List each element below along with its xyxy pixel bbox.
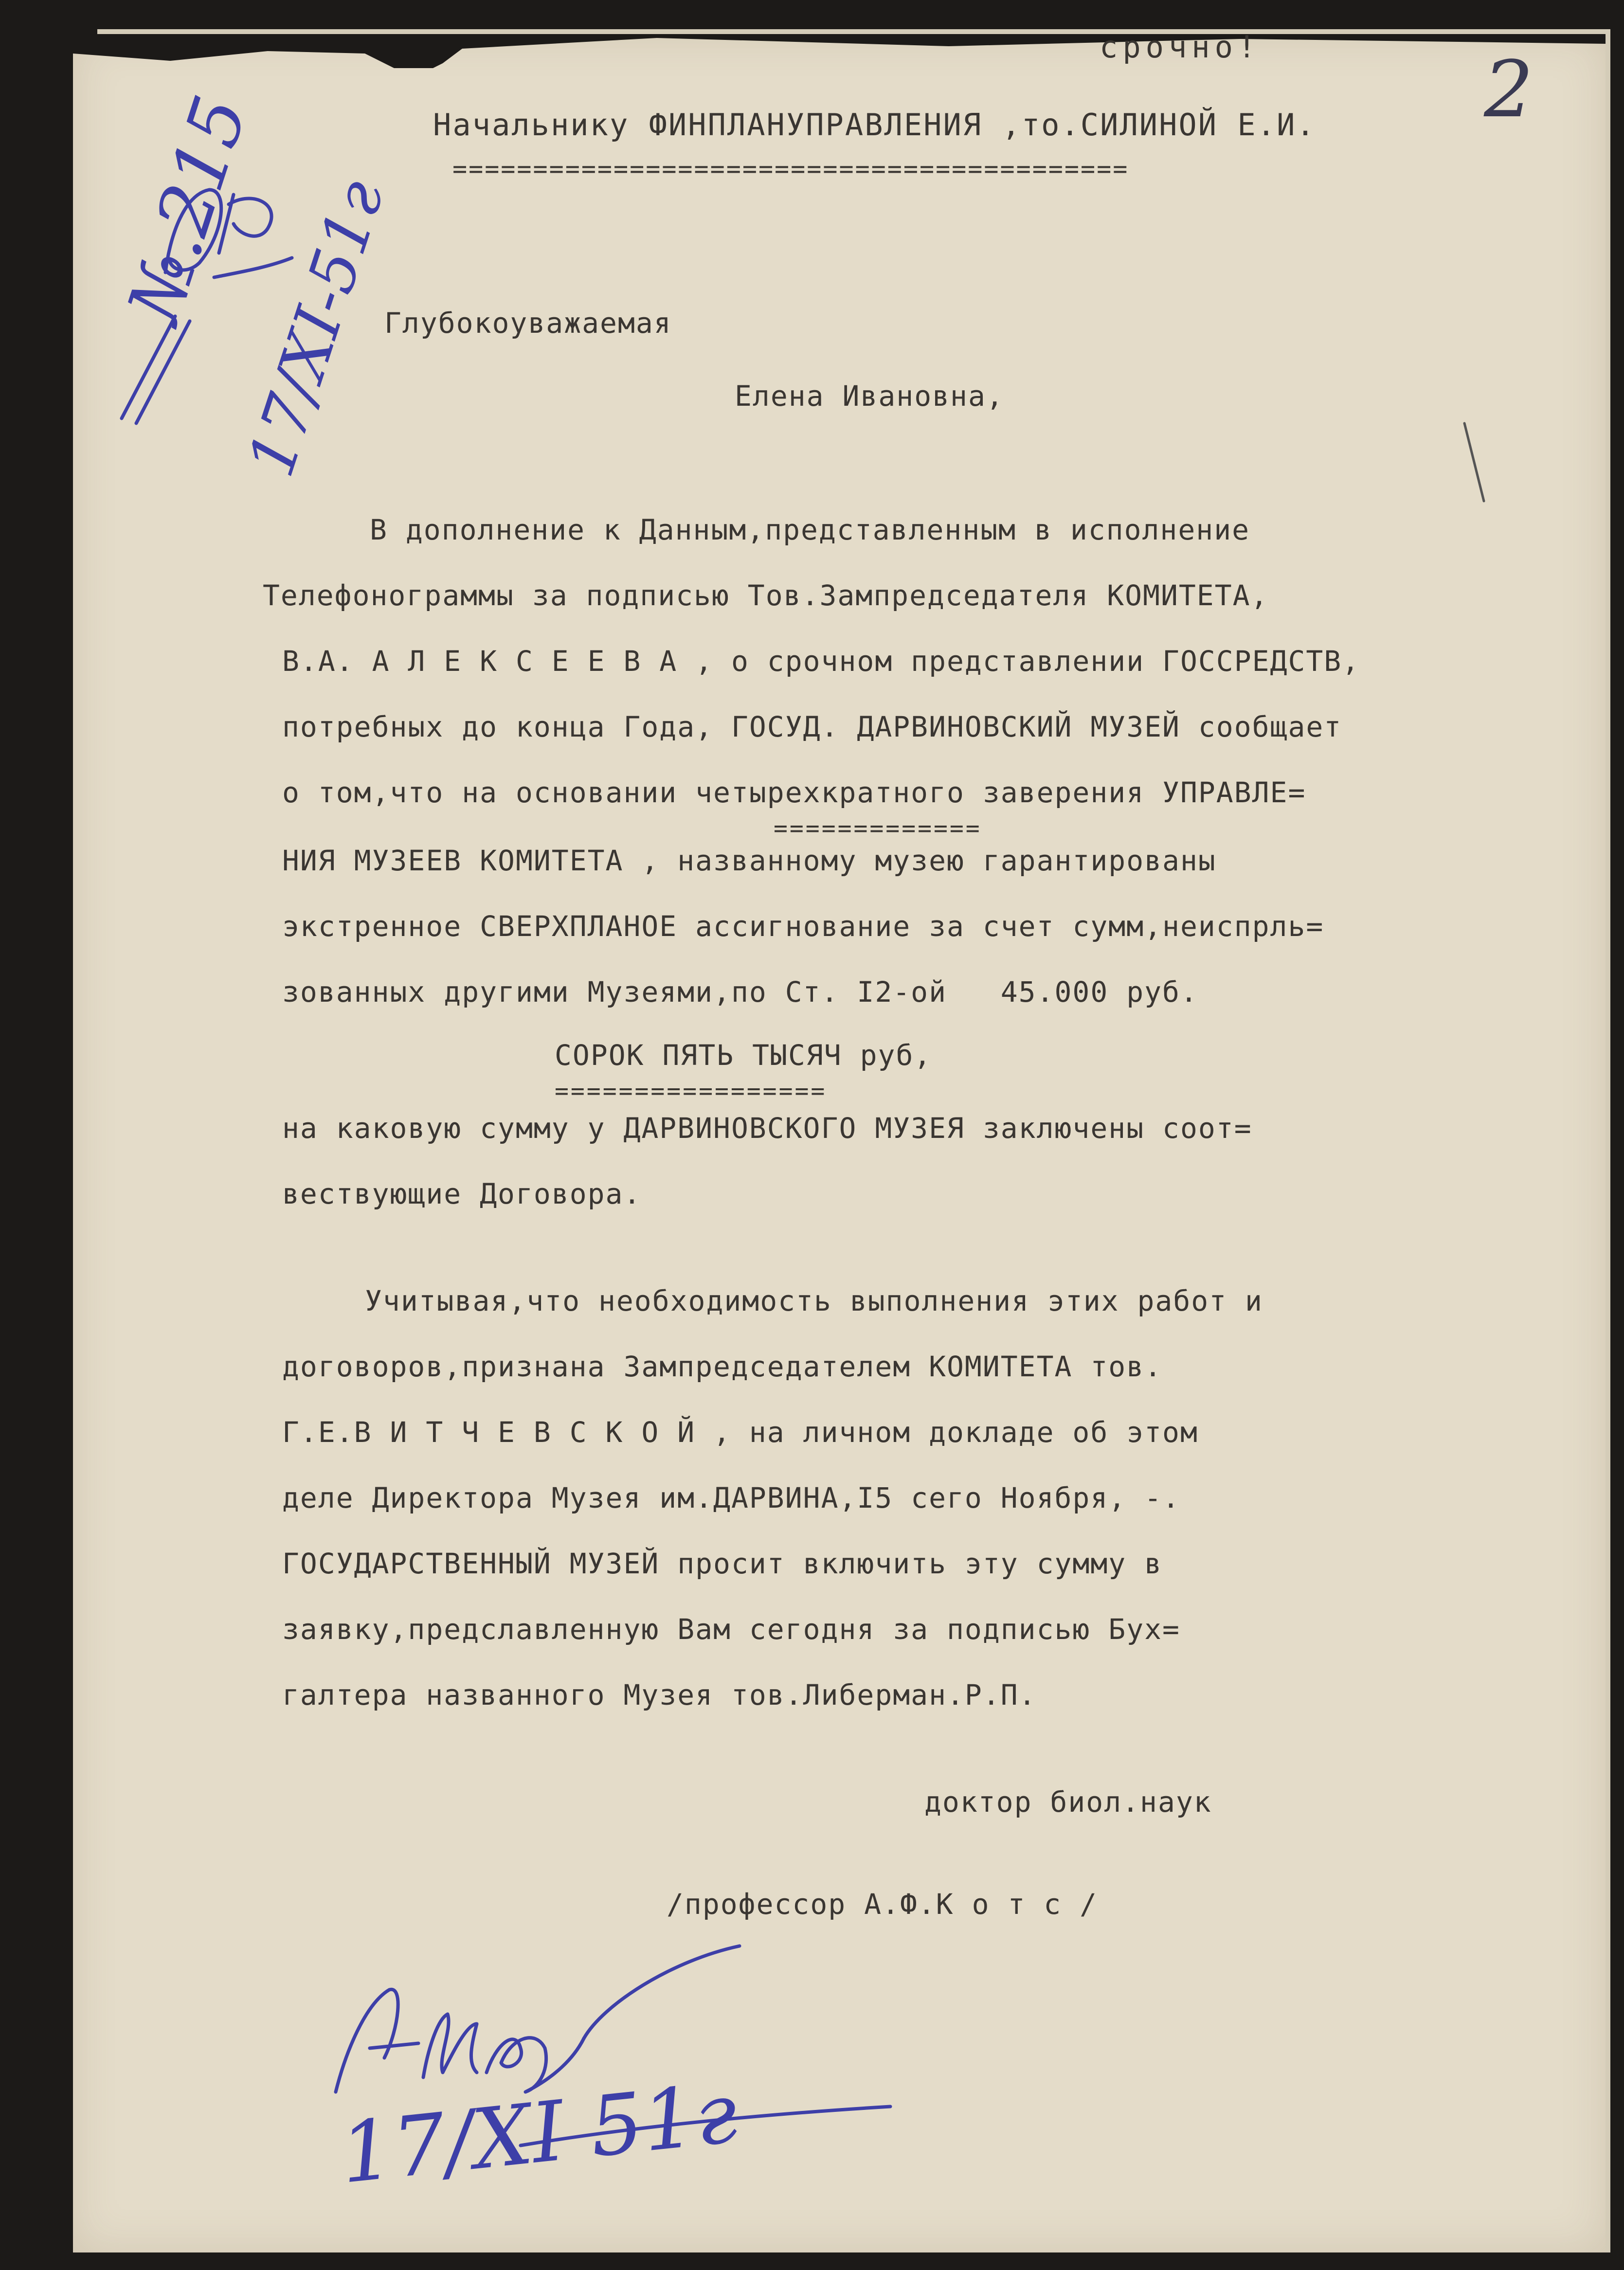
document-page (73, 34, 1606, 2252)
p2-line-7: галтера названного Музея тов.Либерман.Р.П. (282, 1678, 1037, 1712)
salutation-line-2: Елена Ивановна, (735, 379, 1004, 413)
signature-name: /профессор А.Ф.К о т с / (667, 1888, 1098, 1921)
p2-line-1: Учитывая,что необходимость выполнения этих работ и (365, 1284, 1263, 1317)
p1-line-4: потребных до конца Года, ГОСУД. ДАРВИНОВСКИЙ МУЗЕЙ сообщает (282, 710, 1342, 743)
p2-line-5: ГОСУДАРСТВЕННЫЙ МУЗЕЙ просит включить эту сумму в (282, 1547, 1163, 1580)
p2-line-4: деле Директора Музея им.ДАРВИНА,I5 сего Ноября, -. (282, 1481, 1180, 1514)
urgent-label: срочно! (1100, 34, 1261, 65)
p1-line-2: Телефонограммы за подписью Тов.Зампредседателя КОМИТЕТА, (263, 579, 1269, 612)
p2-line-3: Г.Е.В И Т Ч Е В С К О Й , на личном докладе об этом (282, 1416, 1198, 1449)
p1-tail-line-1: на каковую сумму у ДАРВИНОВСКОГО МУЗЕЯ заключены соот= (282, 1112, 1252, 1145)
addressee-rule: ========================================== (452, 155, 1129, 183)
page-number: 2 (1484, 44, 1534, 135)
p1-line-3: В.А. А Л Е К С Е Е В А , о срочном представлении ГОССРЕДСТВ, (282, 645, 1360, 678)
registration-number: №.215 (112, 86, 264, 333)
p2-line-2: договоров,признана Зампредседателем КОМИТЕТА тов. (282, 1350, 1163, 1383)
p2-line-6: заявку,предславленную Вам сегодня за подписью Бух= (282, 1613, 1180, 1646)
p1-line-7: экстренное СВЕРХПЛАНОЕ ассигнование за счет сумм,неиспрль= (282, 910, 1324, 943)
p1-line-6: НИЯ МУЗЕЕВ КОМИТЕТА , названному музею гарантированы (282, 844, 1216, 877)
p1-line-8: зованных другими Музеями,по Ст. I2-ой 45.000 руб. (282, 975, 1198, 1009)
addressee-line: Начальнику ФИНПЛАНУПРАВЛЕНИЯ ,то.СИЛИНОЙ Е.И. (433, 107, 1316, 143)
pencil-mark (1460, 418, 1489, 506)
registration-date: 17/XI-51г (234, 171, 398, 485)
amount-underline: ================= (555, 1078, 827, 1105)
amount-in-words: СОРОК ПЯТЬ ТЫСЯЧ руб, (555, 1039, 932, 1072)
date-underline-stroke (511, 2097, 900, 2155)
salutation-line-1: Глубокоуважаемая (384, 306, 672, 340)
handwritten-date: 17/XI 51г (336, 2065, 742, 2202)
signature-title: доктор биол.наук (924, 1785, 1212, 1819)
p1-tail-line-2: вествующие Договора. (282, 1177, 642, 1210)
underline-four-fold: ============= (774, 815, 982, 842)
margin-strikes (102, 306, 199, 433)
torn-top-edge (73, 34, 1606, 68)
p1-line-5: о том,что на основании четырехкратного заверения УПРАВЛЕ= (282, 776, 1306, 809)
p1-line-1: В дополнение к Данным,представленным в исполнение (370, 513, 1250, 546)
